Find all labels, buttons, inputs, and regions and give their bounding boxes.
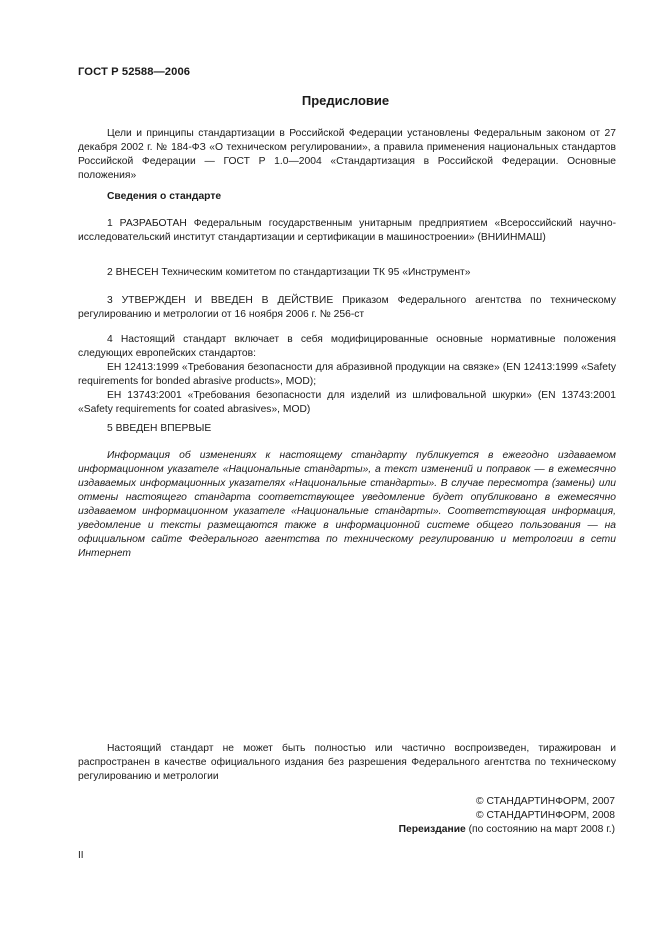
item-3-text: 3 УТВЕРЖДЕН И ВВЕДЕН В ДЕЙСТВИЕ Приказом Федерального агентства по техническому регулированию и метрологии от 16 ноября 2006 г. № 256-ст: [78, 295, 616, 320]
copyright-notice-block: [78, 742, 616, 784]
copyright-notice-text: Настоящий стандарт не может быть полностью или частично воспроизведен, тиражирован и распространен в качестве официального издания без разрешения Федерального агентства по техническому регулированию и метрологии: [78, 743, 616, 782]
item-4-standard-2: ЕН 13743:2001 «Требования безопасности для изделий из шлифовальной шкурки» (EN 13743:2001 «Safety requirements for coated abrasives», MOD): [78, 390, 616, 415]
page-number: II: [78, 850, 84, 861]
item-5-block: [78, 422, 616, 436]
item-2-text: 2 ВНЕСЕН Техническим комитетом по стандартизации ТК 95 «Инструмент»: [107, 267, 471, 278]
reissue-line: [315, 823, 615, 837]
page-title: Предисловие: [301, 93, 390, 108]
reissue-label: Переиздание: [398, 824, 466, 835]
item-3-block: [78, 294, 616, 322]
copyright-block: [315, 795, 615, 837]
info-notice-block: [78, 449, 616, 561]
item-4-block: [78, 333, 616, 417]
copyright-line-1: © СТАНДАРТИНФОРМ, 2007: [476, 796, 615, 807]
intro-paragraph-block: [78, 127, 616, 183]
section-heading: Сведения о стандарте: [107, 191, 222, 202]
item-1-block: [78, 217, 616, 245]
reissue-note: (по состоянию на март 2008 г.): [465, 824, 615, 835]
intro-paragraph: Цели и принципы стандартизации в Российской Федерации установлены Федеральным законом от 27 декабря 2002 г. № 184-ФЗ «О техническом регулировании», а правила применения национальных стандартов Российской Федерации — ГОСТ Р 1.0—2004 «Стандартизация в Российской Федерации. Основные положения»: [78, 128, 616, 181]
item-2-block: [78, 266, 616, 280]
info-notice-text: Информация об изменениях к настоящему стандарту публикуется в ежегодно издаваемом информационном указателе «Национальные стандарты», а текст изменений и поправок — в ежемесячно издаваемых информационных указателях «Национальные стандарты». В случае пересмотра (замены) или отмены настоящего стандарта соответствующее уведомление будет опубликовано в ежемесячно издаваемом информационном указателе «Национальные стандарты». Соответствующая информация, уведомление и тексты размещаются также в информационной системе общего пользования — на официальном сайте Федерального агентства по техническому регулированию и метрологии в сети Интернет: [78, 450, 616, 559]
item-4-intro: 4 Настоящий стандарт включает в себя модифицированные основные нормативные положения следующих европейских стандартов:: [78, 334, 616, 359]
copyright-line-2: © СТАНДАРТИНФОРМ, 2008: [476, 810, 615, 821]
item-1-text: 1 РАЗРАБОТАН Федеральным государственным унитарным предприятием «Всероссийский научно-исследовательский институт стандартизации и сертификации в машиностроении» (ВНИИНМАШ): [78, 218, 616, 243]
document-code-header: ГОСТ Р 52588—2006: [78, 66, 191, 78]
item-4-standard-1: ЕН 12413:1999 «Требования безопасности для абразивной продукции на связке» (EN 12413:1999 «Safety requirements for bonded abrasive products», MOD);: [78, 362, 616, 387]
item-5-text: 5 ВВЕДЕН ВПЕРВЫЕ: [107, 423, 212, 434]
